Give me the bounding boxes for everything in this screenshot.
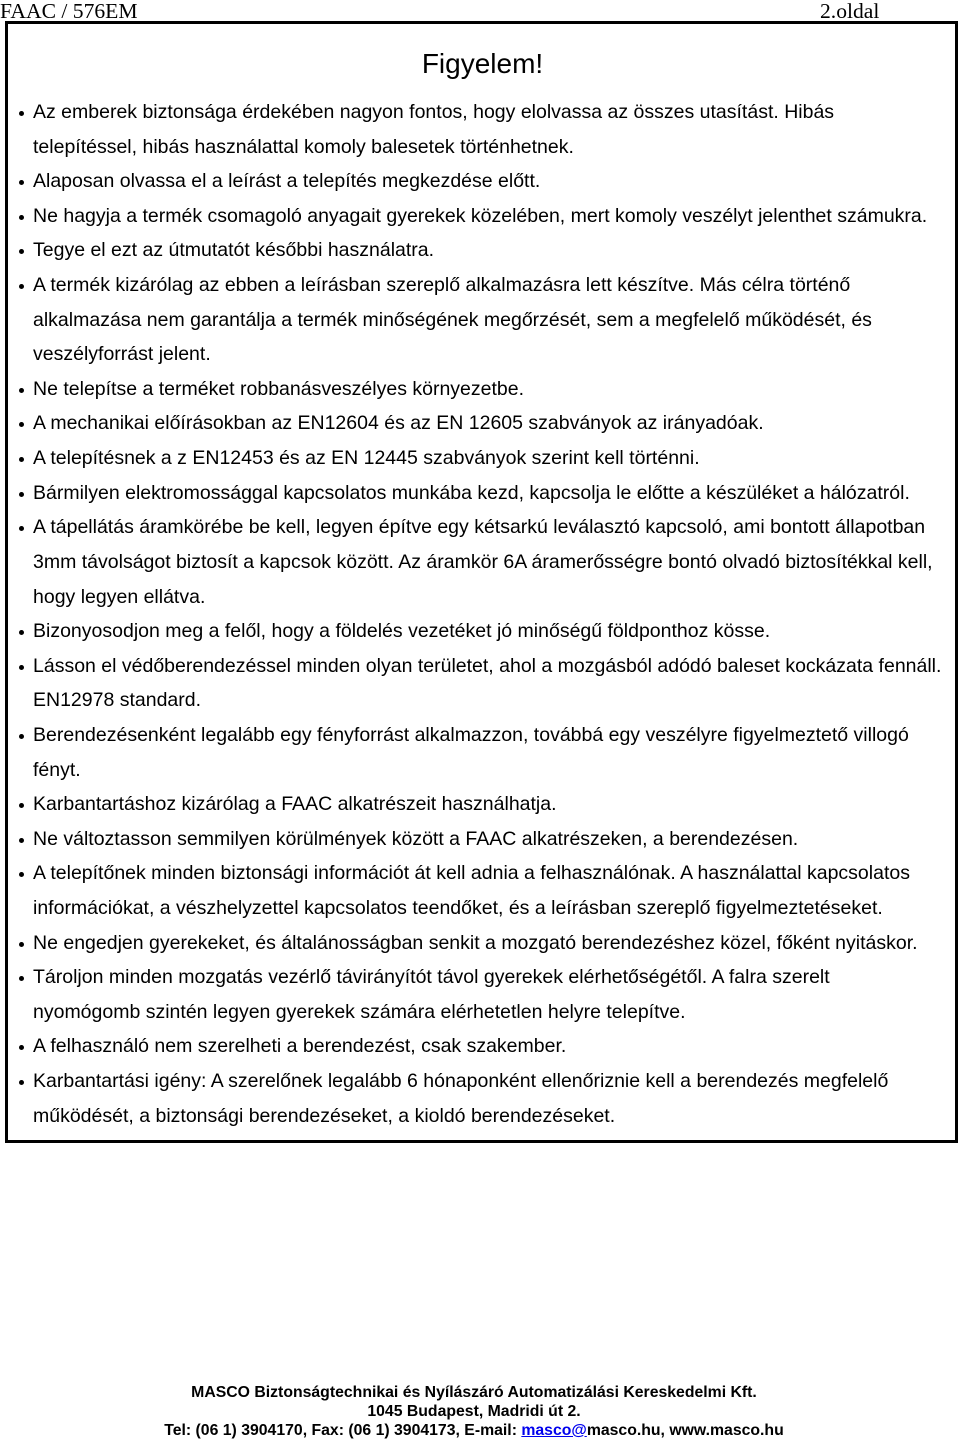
list-item-line: 3mm távolságot biztosít a kapcsok között. Az áramkör 6A áramerősségre bontó olvadó biztosítékkal kell,: [33, 550, 933, 573]
bullet-icon: [19, 838, 24, 843]
list-item: [0, 199, 958, 234]
email-link[interactable]: masco@: [521, 1422, 587, 1439]
list-item-line: A felhasználó nem szerelheti a berendezést, csak szakember.: [33, 1035, 567, 1058]
list-item-line: hogy legyen ellátva.: [33, 585, 206, 608]
bullet-icon: [19, 976, 24, 981]
list-item: [0, 718, 958, 787]
list-item-line: Az emberek biztonsága érdekében nagyon fontos, hogy elolvassa az összes utasítást. Hibás: [33, 101, 835, 123]
list-item-line: Berendezésenként legalább egy fényforrást alkalmazzon, továbbá egy veszélyre figyelmeztető villogó: [33, 723, 909, 746]
footer: [0, 1383, 948, 1440]
bullet-icon: [19, 872, 24, 877]
bullet-icon: [19, 734, 24, 739]
list-item: [0, 164, 958, 199]
list-item: [0, 960, 958, 1029]
bullet-icon: [19, 526, 24, 531]
list-item-line: alkalmazása nem garantálja a termék minőségének megőrzését, sem a megfelelő működését, és: [33, 308, 872, 331]
list-item-line: Bármilyen elektromossággal kapcsolatos munkába kezd, kapcsolja le előtte a készüléket a hálózatról.: [33, 481, 910, 504]
list-item-line: A telepítésnek a z EN12453 és az EN 12445 szabványok szerint kell történni.: [33, 447, 700, 470]
bullet-icon: [19, 630, 24, 635]
bullet-icon: [19, 803, 24, 808]
list-item: [0, 233, 958, 268]
list-item: [0, 441, 958, 476]
list-item-line: fényt.: [33, 758, 81, 781]
list-item-line: veszélyforrást jelent.: [33, 343, 211, 366]
bullet-icon: [19, 180, 24, 185]
list-item-line: A mechanikai előírásokban az EN12604 és az EN 12605 szabványok az irányadóak.: [33, 412, 764, 435]
list-item-line: működését, a biztonsági berendezéseket, a kioldó berendezéseket.: [33, 1104, 616, 1127]
list-item-line: Lásson el védőberendezéssel minden olyan területet, ahol a mozgásból adódó baleset kockázata fennáll.: [33, 654, 942, 677]
footer-contact-text: Tel: (06 1) 3904170, Fax: (06 1) 3904173, E-mail:: [164, 1422, 522, 1439]
footer-contact-text: masco.hu, www.masco.hu: [586, 1422, 784, 1439]
bullet-icon: [19, 1045, 24, 1050]
page-number: 2.oldal: [820, 0, 880, 23]
list-item: [0, 856, 958, 925]
list-item-line: Bizonyosodjon meg a felől, hogy a földelés vezetéket jó minőségű földponthoz kösse.: [33, 620, 771, 643]
list-item: [0, 787, 958, 822]
footer-contact: [0, 1421, 948, 1440]
list-item: [0, 1064, 958, 1133]
list-item-line: Karbantartáshoz kizárólag a FAAC alkatrészeit használhatja.: [33, 793, 557, 816]
list-item-line: A tápellátás áramkörébe be kell, legyen építve egy kétsarkú leválasztó kapcsoló, ami bontott állapotban: [33, 516, 926, 539]
bullet-icon: [19, 942, 24, 947]
bullet-icon: [19, 111, 24, 116]
bullet-icon: [19, 665, 24, 670]
list-item-line: telepítéssel, hibás használattal komoly balesetek történhetnek.: [33, 135, 574, 158]
bullet-icon: [19, 457, 24, 462]
list-item: [0, 510, 958, 614]
bullet-icon: [19, 249, 24, 254]
list-item: [0, 926, 958, 961]
list-item-line: Tegye el ezt az útmutatót későbbi használatra.: [33, 239, 435, 262]
list-item: [0, 1029, 958, 1064]
list-item-line: Ne hagyja a termék csomagoló anyagait gyerekek közelében, mert komoly veszélyt jelenthet számukra.: [33, 204, 928, 227]
list-item-line: információkat, a vészhelyzettel kapcsolatos teendőket, és a leírásban szereplő figyelmeztetéseket.: [33, 897, 883, 920]
list-item-line: Ne telepítse a terméket robbanásveszélyes környezetbe.: [33, 377, 525, 400]
bullet-icon: [19, 388, 24, 393]
list-item-line: A termék kizárólag az ebben a leírásban szereplő alkalmazásra lett készítve. Más célra történő: [33, 274, 851, 297]
list-item-line: EN12978 standard.: [33, 689, 202, 712]
list-item: [0, 822, 958, 857]
bullet-icon: [19, 284, 24, 289]
list-item-line: Karbantartási igény: A szerelőnek legalább 6 hónaponként ellenőriznie kell a berendezés megfelelő: [33, 1070, 889, 1093]
list-item: [0, 614, 958, 649]
list-item: [0, 476, 958, 511]
list-item: [0, 649, 958, 718]
list-item-line: nyomógomb szintén legyen gyerekek számára elérhetetlen helyre telepítve.: [33, 1000, 686, 1023]
notice-title: Figyelem!: [421, 48, 544, 79]
list-item: [0, 372, 958, 407]
bullet-icon: [19, 492, 24, 497]
list-item-line: Ne változtasson semmilyen körülmények között a FAAC alkatrészeken, a berendezésen.: [33, 827, 799, 850]
list-item: [0, 406, 958, 441]
list-item-line: Alaposan olvassa el a leírást a telepítés megkezdése előtt.: [33, 170, 541, 193]
document-code: FAAC / 576EM: [0, 0, 138, 23]
safety-instructions-list: [0, 95, 958, 1133]
list-item-line: Tároljon minden mozgatás vezérlő távirányítót távol gyerekek elérhetőségétől. A falra szerelt: [33, 966, 830, 989]
bullet-icon: [19, 422, 24, 427]
list-item-line: A telepítőnek minden biztonsági információt át kell adnia a felhasználónak. A használattal kapcsolatos: [33, 862, 910, 885]
bullet-icon: [19, 215, 24, 220]
list-item: [0, 95, 958, 164]
list-item-line: Ne engedjen gyerekeket, és általánosságban senkit a mozgató berendezéshez közel, főként nyitáskor.: [33, 931, 918, 954]
bullet-icon: [19, 1080, 24, 1085]
footer-address: 1045 Budapest, Madridi út 2.: [367, 1403, 581, 1420]
footer-company-name: MASCO Biztonságtechnikai és Nyílászáró Automatizálási Kereskedelmi Kft.: [191, 1384, 757, 1401]
list-item: [0, 268, 958, 372]
